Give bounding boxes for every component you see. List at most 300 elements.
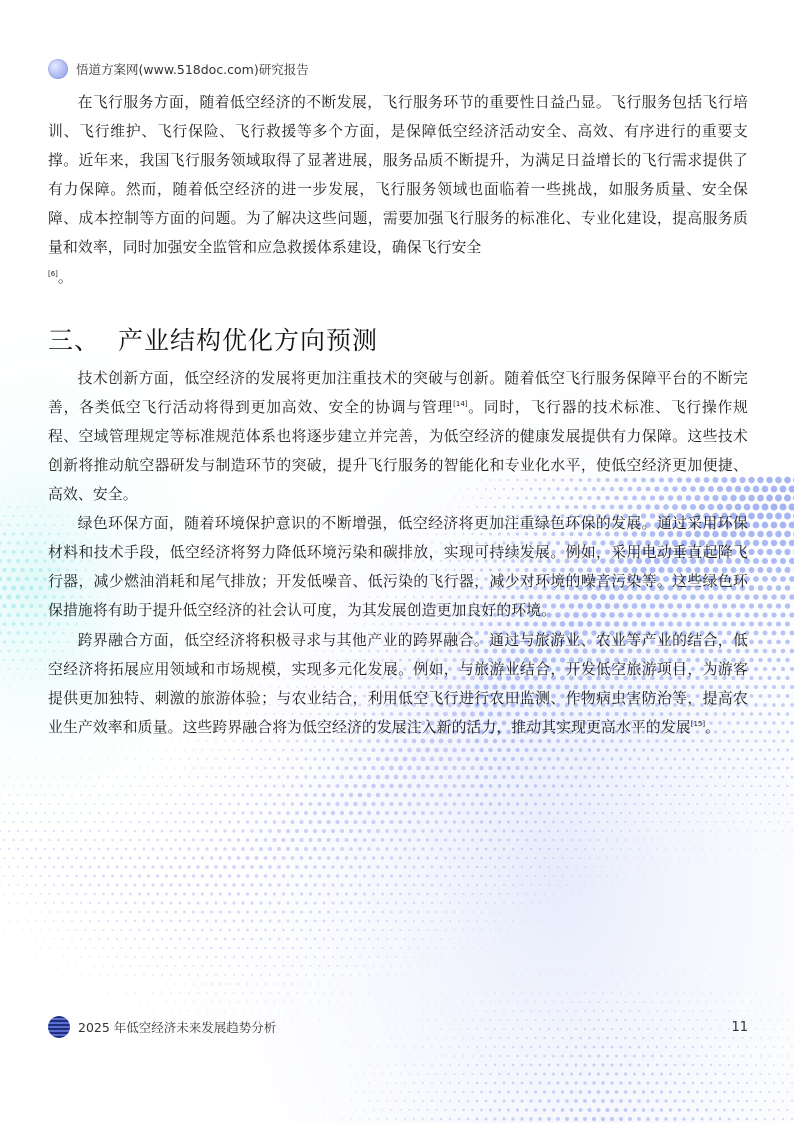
decorative-dot: [278, 956, 280, 958]
decorative-dot: [408, 929, 410, 931]
decorative-dot: [363, 874, 366, 877]
decorative-dot: [273, 874, 277, 878]
decorative-dot: [556, 793, 559, 796]
decorative-dot: [750, 730, 753, 733]
decorative-dot: [264, 767, 267, 770]
decorative-dot: [427, 947, 429, 949]
decorative-dot: [588, 1072, 591, 1075]
decorative-dot: [710, 830, 712, 832]
decorative-dot: [440, 1064, 442, 1066]
decorative-dot: [601, 1063, 604, 1066]
decorative-dot: [485, 866, 488, 869]
decorative-dot: [463, 1055, 465, 1057]
decorative-dot: [269, 776, 272, 779]
decorative-dot: [400, 1055, 402, 1057]
decorative-dot: [664, 1117, 668, 1121]
decorative-dot: [260, 920, 263, 923]
decorative-dot: [116, 758, 117, 759]
decorative-dot: [489, 857, 492, 860]
decorative-dot: [197, 974, 199, 976]
decorative-dot: [629, 974, 630, 975]
decorative-dot: [584, 794, 587, 797]
decorative-dot: [471, 802, 475, 806]
decorative-dot: [385, 775, 390, 780]
decorative-dot: [274, 1001, 276, 1003]
decorative-dot: [544, 893, 546, 895]
decorative-dot: [786, 694, 790, 698]
decorative-dot: [80, 812, 82, 814]
decorative-dot: [184, 1001, 186, 1003]
decorative-dot: [611, 848, 613, 850]
decorative-dot: [8, 506, 10, 508]
decorative-dot: [674, 1064, 677, 1067]
decorative-dot: [179, 938, 182, 941]
decorative-dot: [749, 658, 753, 662]
decorative-dot: [170, 902, 173, 905]
decorative-dot: [38, 604, 42, 608]
decorative-dot: [780, 576, 786, 582]
decorative-dot: [512, 884, 514, 886]
decorative-dot: [616, 839, 618, 841]
decorative-dot: [593, 830, 595, 832]
decorative-dot: [706, 821, 708, 823]
decorative-dot: [566, 848, 568, 850]
decorative-dot: [309, 947, 311, 949]
decorative-dot: [418, 1073, 420, 1075]
decorative-dot: [121, 1001, 122, 1002]
decorative-dot: [417, 838, 421, 842]
decorative-dot: [490, 947, 491, 948]
decorative-dot: [719, 812, 721, 814]
decorative-dot: [413, 1100, 415, 1102]
decorative-dot: [13, 803, 15, 805]
decorative-dot: [336, 874, 339, 877]
decorative-dot: [403, 811, 407, 815]
decorative-dot: [728, 1082, 730, 1084]
decorative-dot: [30, 839, 32, 841]
decorative-dot: [741, 785, 743, 787]
decorative-dot: [313, 811, 317, 815]
decorative-dot: [269, 938, 272, 941]
decorative-dot: [215, 920, 218, 923]
decorative-dot: [769, 1001, 770, 1002]
decorative-dot: [463, 911, 465, 913]
decorative-dot: [748, 477, 754, 483]
decorative-dot: [754, 631, 759, 636]
decorative-dot: [237, 767, 239, 769]
decorative-dot: [300, 911, 303, 914]
decorative-dot: [156, 911, 159, 914]
decorative-dot: [259, 829, 263, 833]
decorative-dot: [283, 1001, 285, 1003]
decorative-dot: [323, 920, 326, 923]
decorative-dot: [417, 893, 420, 896]
decorative-dot: [754, 721, 757, 724]
decorative-dot: [354, 947, 356, 949]
decorative-dot: [228, 803, 231, 806]
decorative-dot: [561, 857, 563, 859]
decorative-dot: [107, 866, 110, 869]
decorative-dot: [192, 874, 195, 877]
decorative-dot: [134, 794, 136, 796]
decorative-dot: [62, 794, 64, 796]
decorative-dot: [780, 486, 787, 493]
decorative-dot: [651, 767, 654, 770]
decorative-dot: [669, 1055, 672, 1058]
decorative-dot: [669, 748, 672, 751]
decorative-dot: [416, 802, 420, 806]
decorative-dot: [346, 1055, 347, 1056]
decorative-dot: [769, 1019, 770, 1020]
decorative-dot: [454, 1055, 456, 1057]
decorative-dot: [188, 758, 190, 760]
decorative-dot: [120, 911, 123, 914]
decorative-dot: [340, 793, 344, 797]
decorative-dot: [345, 874, 348, 877]
decorative-dot: [494, 848, 497, 851]
decorative-dot: [570, 766, 573, 769]
decorative-dot: [17, 866, 19, 868]
decorative-dot: [129, 821, 131, 823]
decorative-dot: [323, 1010, 324, 1011]
decorative-dot: [53, 812, 55, 814]
decorative-dot: [511, 1117, 514, 1120]
decorative-dot: [408, 820, 412, 824]
decorative-dot: [753, 558, 759, 564]
decorative-dot: [629, 830, 631, 832]
page-footer: [48, 1015, 748, 1039]
decorative-dot: [775, 549, 781, 555]
decorative-dot: [733, 1001, 734, 1002]
decorative-dot: [750, 785, 752, 787]
decorative-dot: [575, 974, 576, 975]
decorative-dot: [503, 1064, 505, 1066]
decorative-dot: [530, 1064, 533, 1067]
decorative-dot: [372, 911, 375, 914]
decorative-dot: [85, 983, 86, 984]
decorative-dot: [4, 893, 6, 895]
decorative-dot: [481, 947, 482, 948]
decorative-dot: [791, 1028, 792, 1029]
decorative-dot: [638, 1010, 640, 1012]
decorative-dot: [557, 884, 559, 886]
decorative-dot: [791, 794, 793, 796]
decorative-dot: [443, 784, 447, 788]
decorative-dot: [391, 1109, 393, 1111]
decorative-dot: [733, 839, 734, 840]
decorative-dot: [89, 956, 91, 958]
decorative-dot: [544, 911, 545, 912]
decorative-dot: [732, 785, 734, 787]
decorative-dot: [345, 929, 348, 932]
decorative-dot: [574, 1081, 577, 1084]
decorative-dot: [786, 1109, 788, 1111]
decorative-dot: [147, 856, 150, 859]
decorative-dot: [202, 1001, 204, 1003]
decorative-dot: [31, 785, 33, 787]
decorative-dot: [629, 812, 631, 814]
decorative-dot: [539, 974, 540, 975]
decorative-dot: [395, 938, 397, 940]
decorative-dot: [386, 938, 388, 940]
decorative-dot: [516, 857, 518, 859]
decorative-dot: [318, 784, 322, 788]
decorative-dot: [359, 902, 362, 905]
decorative-dot: [143, 920, 146, 923]
decorative-dot: [443, 748, 448, 753]
decorative-dot: [737, 1064, 739, 1066]
decorative-dot: [102, 893, 105, 896]
decorative-dot: [75, 893, 77, 895]
decorative-dot: [776, 585, 782, 591]
decorative-dot: [436, 965, 437, 966]
decorative-dot: [43, 577, 47, 581]
decorative-dot: [7, 541, 11, 545]
decorative-dot: [575, 848, 577, 850]
decorative-dot: [219, 874, 223, 878]
decorative-dot: [120, 874, 123, 877]
decorative-dot: [746, 992, 747, 993]
decorative-dot: [763, 739, 766, 742]
decorative-dot: [156, 803, 158, 805]
decorative-dot: [66, 839, 68, 841]
decorative-dot: [255, 838, 259, 842]
decorative-dot: [453, 893, 455, 895]
decorative-dot: [444, 820, 448, 824]
decorative-dot: [116, 776, 118, 778]
decorative-dot: [237, 838, 241, 842]
decorative-dot: [17, 848, 19, 850]
decorative-dot: [782, 1046, 784, 1048]
decorative-dot: [692, 1064, 694, 1066]
decorative-dot: [80, 956, 82, 958]
decorative-dot: [642, 1090, 645, 1093]
decorative-dot: [719, 1064, 721, 1066]
decorative-dot: [714, 749, 717, 752]
decorative-dot: [583, 757, 586, 760]
decorative-dot: [760, 821, 762, 823]
decorative-dot: [349, 775, 353, 779]
decorative-dot: [472, 983, 473, 984]
decorative-dot: [425, 802, 429, 806]
decorative-dot: [485, 938, 486, 939]
decorative-dot: [781, 667, 785, 671]
decorative-dot: [611, 812, 613, 814]
decorative-dot: [489, 820, 492, 823]
decorative-dot: [467, 938, 468, 939]
decorative-dot: [786, 1091, 788, 1093]
decorative-dot: [655, 1117, 659, 1121]
decorative-dot: [520, 811, 523, 814]
decorative-dot: [246, 820, 249, 823]
decorative-dot: [251, 992, 253, 994]
decorative-dot: [386, 1046, 387, 1047]
decorative-dot: [224, 956, 226, 958]
decorative-dot: [364, 1073, 365, 1074]
page-number: 11: [731, 1019, 748, 1035]
decorative-dot: [44, 506, 46, 508]
decorative-dot: [470, 766, 474, 770]
decorative-dot: [398, 802, 402, 806]
decorative-dot: [760, 983, 761, 984]
decorative-dot: [749, 567, 755, 573]
decorative-dot: [508, 1001, 510, 1003]
decorative-dot: [332, 1118, 333, 1119]
decorative-dot: [544, 875, 546, 877]
decorative-dot: [709, 1117, 712, 1120]
decorative-dot: [602, 884, 603, 885]
decorative-dot: [507, 1091, 510, 1094]
decorative-dot: [380, 784, 385, 789]
decorative-dot: [295, 793, 299, 797]
decorative-dot: [598, 893, 599, 894]
decorative-dot: [768, 767, 771, 770]
decorative-dot: [134, 812, 136, 814]
decorative-dot: [377, 920, 379, 922]
decorative-dot: [607, 839, 609, 841]
decorative-dot: [710, 1082, 713, 1085]
decorative-dot: [71, 758, 72, 759]
decorative-dot: [349, 811, 353, 815]
decorative-dot: [557, 1064, 560, 1067]
decorative-dot: [660, 767, 663, 770]
decorative-dot: [452, 766, 456, 770]
decorative-dot: [570, 839, 572, 841]
decorative-dot: [493, 1117, 496, 1120]
decorative-dot: [278, 992, 280, 994]
decorative-dot: [264, 820, 268, 824]
decorative-dot: [786, 785, 788, 787]
decorative-dot: [259, 793, 262, 796]
decorative-dot: [647, 1010, 649, 1012]
decorative-dot: [480, 1091, 483, 1094]
decorative-dot: [472, 911, 474, 913]
decorative-dot: [764, 1082, 766, 1084]
decorative-dot: [458, 1100, 461, 1103]
decorative-dot: [674, 830, 676, 832]
decorative-dot: [565, 775, 568, 778]
decorative-dot: [259, 901, 262, 904]
decorative-dot: [606, 1055, 609, 1058]
decorative-dot: [771, 612, 776, 617]
decorative-dot: [525, 802, 528, 805]
decorative-dot: [557, 830, 559, 832]
decorative-dot: [480, 857, 483, 860]
decorative-dot: [493, 793, 497, 797]
decorative-dot: [601, 1117, 605, 1121]
decorative-dot: [687, 1108, 690, 1111]
decorative-dot: [771, 540, 777, 546]
decorative-dot: [116, 884, 119, 887]
decorative-dot: [332, 956, 334, 958]
decorative-dot: [165, 785, 167, 787]
decorative-dot: [777, 749, 780, 752]
decorative-dot: [111, 803, 113, 805]
decorative-dot: [57, 839, 59, 841]
decorative-dot: [687, 1091, 690, 1094]
decorative-dot: [58, 929, 60, 931]
decorative-dot: [147, 893, 150, 896]
decorative-dot: [292, 1001, 294, 1003]
decorative-dot: [251, 758, 253, 760]
decorative-dot: [44, 758, 45, 759]
decorative-dot: [787, 1001, 788, 1002]
decorative-dot: [561, 1055, 564, 1058]
decorative-dot: [156, 821, 159, 824]
decorative-dot: [277, 811, 281, 815]
decorative-dot: [183, 856, 186, 859]
decorative-dot: [458, 884, 460, 886]
decorative-dot: [461, 784, 465, 788]
decorative-dot: [557, 866, 559, 868]
decorative-dot: [610, 1081, 613, 1084]
decorative-dot: [656, 866, 657, 867]
decorative-dot: [85, 965, 86, 966]
decorative-dot: [706, 1001, 708, 1003]
decorative-dot: [624, 1108, 628, 1112]
decorative-dot: [228, 874, 232, 878]
decorative-dot: [431, 992, 432, 993]
decorative-dot: [111, 821, 113, 823]
decorative-dot: [619, 1099, 623, 1103]
decorative-dot: [575, 992, 577, 994]
decorative-dot: [385, 829, 389, 833]
decorative-dot: [647, 812, 649, 814]
decorative-dot: [413, 920, 415, 922]
decorative-dot: [697, 821, 699, 823]
decorative-dot: [11, 622, 15, 626]
decorative-dot: [124, 865, 127, 868]
decorative-dot: [431, 1064, 433, 1066]
decorative-dot: [319, 1109, 320, 1110]
decorative-dot: [84, 857, 87, 860]
decorative-dot: [499, 911, 501, 913]
decorative-dot: [758, 603, 763, 608]
decorative-dot: [380, 802, 384, 806]
decorative-dot: [228, 767, 230, 769]
decorative-dot: [31, 947, 32, 948]
decorative-dot: [332, 992, 334, 994]
decorative-dot: [656, 992, 658, 994]
decorative-dot: [391, 1073, 393, 1075]
decorative-dot: [193, 1001, 195, 1003]
decorative-dot: [152, 938, 154, 940]
decorative-dot: [368, 1118, 370, 1120]
decorative-dot: [35, 794, 37, 796]
decorative-dot: [377, 956, 379, 958]
decorative-dot: [503, 830, 506, 833]
decorative-dot: [215, 776, 217, 778]
decorative-dot: [746, 1064, 748, 1066]
decorative-dot: [318, 892, 321, 895]
decorative-dot: [777, 767, 780, 770]
decorative-dot: [534, 821, 537, 824]
decorative-dot: [219, 856, 223, 860]
decorative-dot: [772, 631, 777, 636]
decorative-dot: [737, 776, 739, 778]
decorative-dot: [409, 1001, 410, 1002]
decorative-dot: [350, 920, 353, 923]
decorative-dot: [530, 866, 532, 868]
decorative-dot: [682, 1117, 685, 1120]
decorative-dot: [775, 477, 782, 484]
decorative-dot: [89, 920, 91, 922]
decorative-dot: [300, 820, 304, 824]
paragraph-tech-innovation: 技术创新方面，低空经济的发展将更加注重技术的突破与创新。随着低空飞行服务保障平台的不断完善，各类低空飞行活动将得到更加高效、安全的协调与管理[14]。同时，飞行器的技术标准、飞行操作规程、空域管理规定等标准规范体系也将逐步建立并完善，为低空经济的健康发展提供有力保障。这些技术创新将推动航空器研发与制造环节的突破，提升飞行服务的智能化和专业化水平，使低空经济更加便捷、高效、安全。: [48, 369, 748, 504]
decorative-dot: [548, 812, 551, 815]
decorative-dot: [66, 857, 69, 860]
decorative-dot: [778, 1019, 779, 1020]
